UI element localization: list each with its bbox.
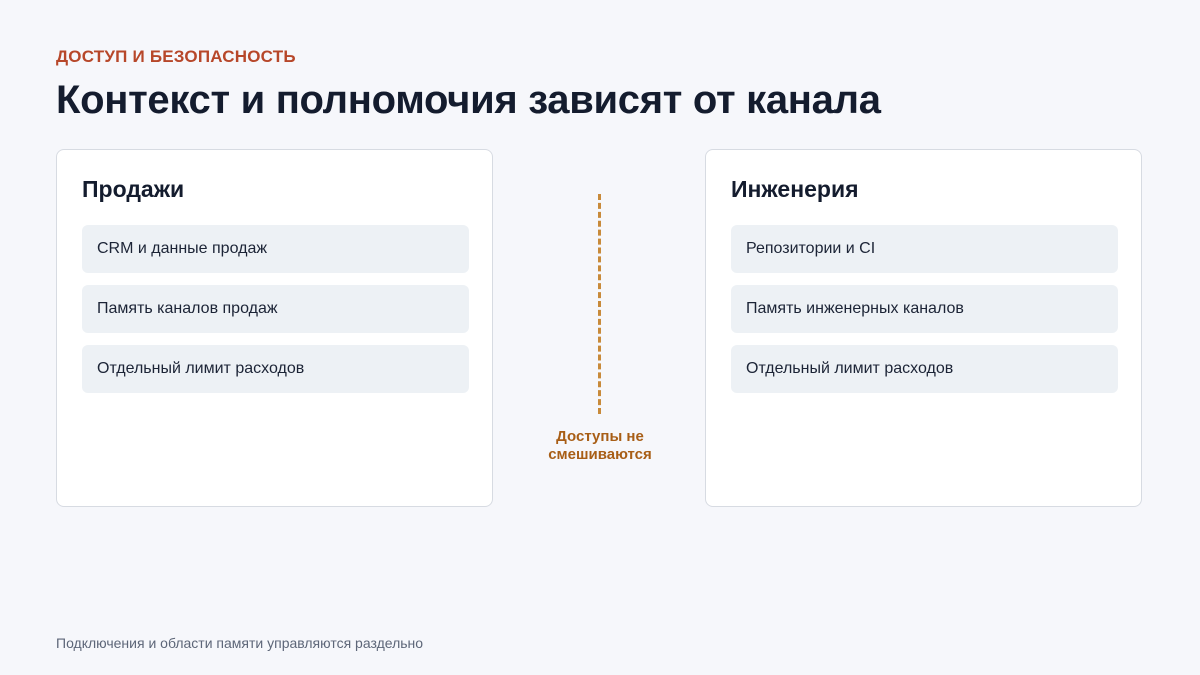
separation-label-line2: смешиваются <box>548 446 652 463</box>
sales-card <box>56 149 493 507</box>
sales-item-crm: CRM и данные продаж <box>82 225 469 273</box>
sales-item-budget: Отдельный лимит расходов <box>82 345 469 393</box>
footer-note: Подключения и области памяти управляются раздельно <box>56 635 424 651</box>
separation-label <box>520 428 680 464</box>
engineering-card-title: Инженерия <box>731 176 859 202</box>
eyebrow-label: ДОСТУП И БЕЗОПАСНОСТЬ <box>56 47 296 66</box>
separation-divider <box>598 194 601 414</box>
engineering-item-memory: Память инженерных каналов <box>731 285 1118 333</box>
engineering-card <box>705 149 1142 507</box>
separation-label-line1: Доступы не <box>556 428 644 445</box>
page-title: Контекст и полномочия зависят от канала <box>56 78 881 122</box>
sales-item-memory: Память каналов продаж <box>82 285 469 333</box>
engineering-item-repos: Репозитории и CI <box>731 225 1118 273</box>
engineering-item-budget: Отдельный лимит расходов <box>731 345 1118 393</box>
sales-card-title: Продажи <box>82 176 185 202</box>
